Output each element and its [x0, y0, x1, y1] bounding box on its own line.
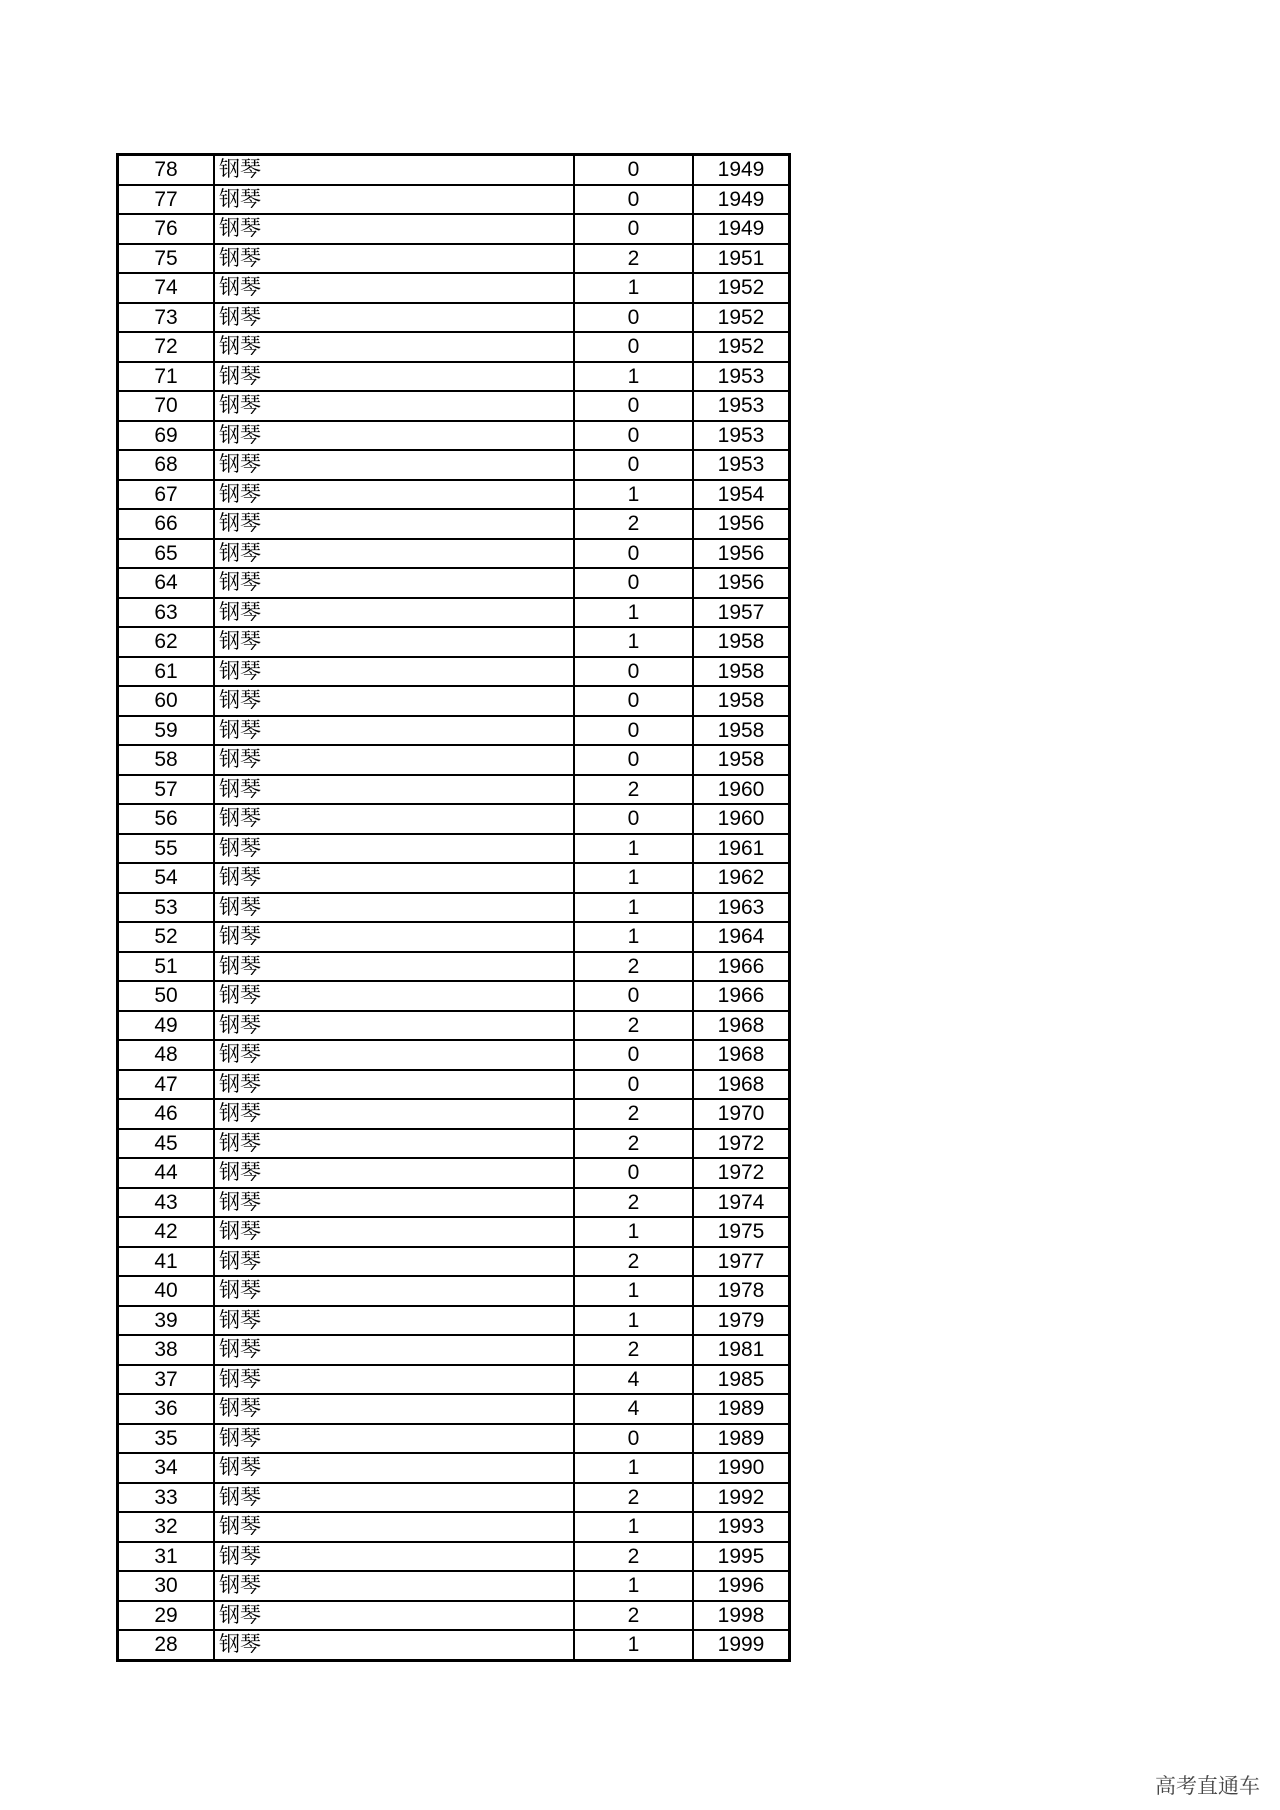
year-cell: 1989 [693, 1394, 790, 1424]
table-row [118, 332, 790, 362]
year-cell: 1970 [693, 1099, 790, 1129]
watermark: 高考直通车 [1155, 1774, 1260, 1798]
table-row [118, 657, 790, 687]
name-cell: 钢琴 [214, 273, 574, 303]
table-row [118, 362, 790, 392]
name-cell: 钢琴 [214, 539, 574, 569]
year-cell: 1958 [693, 657, 790, 687]
rank-cell: 66 [118, 509, 215, 539]
year-cell: 1956 [693, 568, 790, 598]
name-cell: 钢琴 [214, 480, 574, 510]
year-cell: 1952 [693, 303, 790, 333]
rank-cell: 77 [118, 185, 215, 215]
year-cell: 1977 [693, 1247, 790, 1277]
year-cell: 1960 [693, 804, 790, 834]
name-cell: 钢琴 [214, 1011, 574, 1041]
value-cell: 2 [574, 1335, 693, 1365]
year-cell: 1968 [693, 1070, 790, 1100]
name-cell: 钢琴 [214, 804, 574, 834]
value-cell: 1 [574, 1571, 693, 1601]
year-cell: 1963 [693, 893, 790, 923]
table-row [118, 1188, 790, 1218]
year-cell: 1968 [693, 1011, 790, 1041]
value-cell: 1 [574, 1512, 693, 1542]
table-row [118, 981, 790, 1011]
table-row [118, 303, 790, 333]
name-cell: 钢琴 [214, 745, 574, 775]
name-cell: 钢琴 [214, 362, 574, 392]
name-cell: 钢琴 [214, 1453, 574, 1483]
name-cell: 钢琴 [214, 1276, 574, 1306]
value-cell: 0 [574, 332, 693, 362]
name-cell: 钢琴 [214, 1512, 574, 1542]
year-cell: 1966 [693, 952, 790, 982]
name-cell: 钢琴 [214, 834, 574, 864]
rank-cell: 75 [118, 244, 215, 274]
year-cell: 1954 [693, 480, 790, 510]
year-cell: 1956 [693, 539, 790, 569]
value-cell: 2 [574, 775, 693, 805]
score-table-body [118, 155, 790, 1661]
rank-cell: 71 [118, 362, 215, 392]
name-cell: 钢琴 [214, 952, 574, 982]
rank-cell: 60 [118, 686, 215, 716]
rank-cell: 44 [118, 1158, 215, 1188]
rank-cell: 69 [118, 421, 215, 451]
rank-cell: 64 [118, 568, 215, 598]
name-cell: 钢琴 [214, 1542, 574, 1572]
rank-cell: 63 [118, 598, 215, 628]
table-row [118, 155, 790, 185]
name-cell: 钢琴 [214, 922, 574, 952]
rank-cell: 53 [118, 893, 215, 923]
value-cell: 2 [574, 1011, 693, 1041]
table-row [118, 1011, 790, 1041]
year-cell: 1979 [693, 1306, 790, 1336]
value-cell: 1 [574, 362, 693, 392]
value-cell: 0 [574, 155, 693, 185]
table-row [118, 1217, 790, 1247]
name-cell: 钢琴 [214, 214, 574, 244]
rank-cell: 56 [118, 804, 215, 834]
value-cell: 2 [574, 1483, 693, 1513]
name-cell: 钢琴 [214, 657, 574, 687]
year-cell: 1981 [693, 1335, 790, 1365]
table-row [118, 1542, 790, 1572]
name-cell: 钢琴 [214, 450, 574, 480]
name-cell: 钢琴 [214, 568, 574, 598]
table-row [118, 1424, 790, 1454]
name-cell: 钢琴 [214, 421, 574, 451]
year-cell: 1958 [693, 627, 790, 657]
table-row [118, 716, 790, 746]
rank-cell: 51 [118, 952, 215, 982]
rank-cell: 68 [118, 450, 215, 480]
value-cell: 0 [574, 657, 693, 687]
table-row [118, 1158, 790, 1188]
value-cell: 2 [574, 1247, 693, 1277]
year-cell: 1996 [693, 1571, 790, 1601]
table-row [118, 1630, 790, 1660]
rank-cell: 40 [118, 1276, 215, 1306]
value-cell: 2 [574, 952, 693, 982]
rank-cell: 55 [118, 834, 215, 864]
name-cell: 钢琴 [214, 1394, 574, 1424]
year-cell: 1951 [693, 244, 790, 274]
table-row [118, 1070, 790, 1100]
value-cell: 0 [574, 185, 693, 215]
name-cell: 钢琴 [214, 716, 574, 746]
table-row [118, 1394, 790, 1424]
table-row [118, 952, 790, 982]
table-row [118, 185, 790, 215]
value-cell: 0 [574, 981, 693, 1011]
year-cell: 1993 [693, 1512, 790, 1542]
year-cell: 1974 [693, 1188, 790, 1218]
year-cell: 1992 [693, 1483, 790, 1513]
year-cell: 1958 [693, 716, 790, 746]
year-cell: 1952 [693, 332, 790, 362]
year-cell: 1978 [693, 1276, 790, 1306]
table-row [118, 1306, 790, 1336]
table-row [118, 1512, 790, 1542]
name-cell: 钢琴 [214, 1188, 574, 1218]
name-cell: 钢琴 [214, 1306, 574, 1336]
value-cell: 2 [574, 1099, 693, 1129]
value-cell: 0 [574, 1424, 693, 1454]
value-cell: 1 [574, 1276, 693, 1306]
rank-cell: 43 [118, 1188, 215, 1218]
year-cell: 1989 [693, 1424, 790, 1454]
table-row [118, 1099, 790, 1129]
year-cell: 1961 [693, 834, 790, 864]
year-cell: 1964 [693, 922, 790, 952]
year-cell: 1957 [693, 598, 790, 628]
name-cell: 钢琴 [214, 391, 574, 421]
name-cell: 钢琴 [214, 598, 574, 628]
name-cell: 钢琴 [214, 775, 574, 805]
table-row [118, 627, 790, 657]
table-row [118, 1365, 790, 1395]
name-cell: 钢琴 [214, 1040, 574, 1070]
value-cell: 0 [574, 568, 693, 598]
value-cell: 1 [574, 1453, 693, 1483]
table-row [118, 1247, 790, 1277]
year-cell: 1999 [693, 1630, 790, 1660]
rank-cell: 74 [118, 273, 215, 303]
name-cell: 钢琴 [214, 1424, 574, 1454]
year-cell: 1953 [693, 421, 790, 451]
name-cell: 钢琴 [214, 1335, 574, 1365]
rank-cell: 73 [118, 303, 215, 333]
rank-cell: 35 [118, 1424, 215, 1454]
name-cell: 钢琴 [214, 627, 574, 657]
name-cell: 钢琴 [214, 1070, 574, 1100]
table-row [118, 480, 790, 510]
rank-cell: 37 [118, 1365, 215, 1395]
value-cell: 1 [574, 627, 693, 657]
value-cell: 0 [574, 1040, 693, 1070]
rank-cell: 57 [118, 775, 215, 805]
year-cell: 1953 [693, 391, 790, 421]
value-cell: 2 [574, 1601, 693, 1631]
name-cell: 钢琴 [214, 1365, 574, 1395]
year-cell: 1956 [693, 509, 790, 539]
year-cell: 1975 [693, 1217, 790, 1247]
value-cell: 0 [574, 421, 693, 451]
rank-cell: 54 [118, 863, 215, 893]
name-cell: 钢琴 [214, 1247, 574, 1277]
value-cell: 0 [574, 391, 693, 421]
rank-cell: 61 [118, 657, 215, 687]
table-row [118, 745, 790, 775]
year-cell: 1949 [693, 214, 790, 244]
year-cell: 1995 [693, 1542, 790, 1572]
table-row [118, 568, 790, 598]
year-cell: 1953 [693, 450, 790, 480]
name-cell: 钢琴 [214, 1099, 574, 1129]
rank-cell: 48 [118, 1040, 215, 1070]
table-row [118, 1453, 790, 1483]
rank-cell: 58 [118, 745, 215, 775]
value-cell: 0 [574, 539, 693, 569]
rank-cell: 67 [118, 480, 215, 510]
year-cell: 1998 [693, 1601, 790, 1631]
table-row [118, 1129, 790, 1159]
value-cell: 1 [574, 598, 693, 628]
rank-cell: 62 [118, 627, 215, 657]
name-cell: 钢琴 [214, 1217, 574, 1247]
table-row [118, 1335, 790, 1365]
table-row [118, 509, 790, 539]
year-cell: 1966 [693, 981, 790, 1011]
year-cell: 1968 [693, 1040, 790, 1070]
table-row [118, 1571, 790, 1601]
value-cell: 0 [574, 303, 693, 333]
rank-cell: 59 [118, 716, 215, 746]
table-row [118, 421, 790, 451]
rank-cell: 49 [118, 1011, 215, 1041]
name-cell: 钢琴 [214, 1129, 574, 1159]
name-cell: 钢琴 [214, 1630, 574, 1660]
table-row [118, 1276, 790, 1306]
score-table [116, 153, 791, 1662]
value-cell: 0 [574, 686, 693, 716]
rank-cell: 39 [118, 1306, 215, 1336]
value-cell: 0 [574, 716, 693, 746]
year-cell: 1972 [693, 1129, 790, 1159]
rank-cell: 36 [118, 1394, 215, 1424]
value-cell: 1 [574, 1306, 693, 1336]
name-cell: 钢琴 [214, 1483, 574, 1513]
value-cell: 0 [574, 214, 693, 244]
value-cell: 1 [574, 893, 693, 923]
rank-cell: 33 [118, 1483, 215, 1513]
name-cell: 钢琴 [214, 155, 574, 185]
year-cell: 1949 [693, 185, 790, 215]
table-row [118, 834, 790, 864]
table-row [118, 391, 790, 421]
name-cell: 钢琴 [214, 1601, 574, 1631]
year-cell: 1949 [717, 158, 765, 182]
rank-cell: 30 [118, 1571, 215, 1601]
year-cell: 1990 [693, 1453, 790, 1483]
table-row [118, 1040, 790, 1070]
table-row [118, 1601, 790, 1631]
name-cell: 钢琴 [214, 332, 574, 362]
value-cell: 1 [574, 1217, 693, 1247]
year-cell: 1962 [693, 863, 790, 893]
name-cell: 钢琴 [214, 244, 574, 274]
rank-cell: 52 [118, 922, 215, 952]
value-cell: 0 [574, 450, 693, 480]
name-cell: 钢琴 [214, 303, 574, 333]
name-cell: 钢琴 [214, 981, 574, 1011]
value-cell: 1 [574, 273, 693, 303]
value-cell: 0 [574, 745, 693, 775]
value-cell: 1 [574, 834, 693, 864]
rank-cell: 70 [118, 391, 215, 421]
name-cell: 钢琴 [214, 893, 574, 923]
name-cell: 钢琴 [214, 863, 574, 893]
table-row [118, 863, 790, 893]
rank-cell: 46 [118, 1099, 215, 1129]
rank-cell: 41 [118, 1247, 215, 1277]
year-cell: 1953 [693, 362, 790, 392]
value-cell: 4 [574, 1365, 693, 1395]
rank-cell: 28 [118, 1630, 215, 1660]
name-cell: 钢琴 [214, 185, 574, 215]
rank-cell: 32 [118, 1512, 215, 1542]
value-cell: 1 [574, 1630, 693, 1660]
rank-cell: 78 [118, 155, 215, 185]
value-cell: 4 [574, 1394, 693, 1424]
value-cell: 2 [574, 1542, 693, 1572]
rank-cell: 42 [118, 1217, 215, 1247]
year-cell: 1952 [693, 273, 790, 303]
table-row [118, 922, 790, 952]
year-cell: 1960 [693, 775, 790, 805]
table-row [118, 244, 790, 274]
rank-cell: 47 [118, 1070, 215, 1100]
table-row [118, 775, 790, 805]
value-cell: 1 [574, 480, 693, 510]
rank-cell: 45 [118, 1129, 215, 1159]
table-row [118, 450, 790, 480]
rank-cell: 34 [118, 1453, 215, 1483]
value-cell: 0 [574, 1158, 693, 1188]
year-cell: 1958 [693, 686, 790, 716]
name-cell: 钢琴 [214, 509, 574, 539]
rank-cell: 50 [118, 981, 215, 1011]
value-cell: 0 [574, 804, 693, 834]
table-row [118, 686, 790, 716]
table-row [118, 804, 790, 834]
year-cell: 1972 [693, 1158, 790, 1188]
name-cell: 钢琴 [214, 1571, 574, 1601]
name-cell: 钢琴 [214, 1158, 574, 1188]
table-row [118, 893, 790, 923]
value-cell: 2 [574, 1129, 693, 1159]
value-cell: 2 [574, 244, 693, 274]
table-row [118, 214, 790, 244]
value-cell: 2 [574, 509, 693, 539]
value-cell: 0 [574, 1070, 693, 1100]
name-cell: 钢琴 [214, 686, 574, 716]
table-row [118, 539, 790, 569]
rank-cell: 29 [118, 1601, 215, 1631]
rank-cell: 38 [118, 1335, 215, 1365]
rank-cell: 65 [118, 539, 215, 569]
rank-cell: 72 [118, 332, 215, 362]
year-cell: 1985 [693, 1365, 790, 1395]
value-cell: 1 [574, 863, 693, 893]
table-row [118, 273, 790, 303]
table-row [118, 1483, 790, 1513]
year-cell: 1958 [693, 745, 790, 775]
table-row [118, 598, 790, 628]
value-cell: 2 [574, 1188, 693, 1218]
value-cell: 1 [574, 922, 693, 952]
rank-cell: 76 [118, 214, 215, 244]
rank-cell: 31 [118, 1542, 215, 1572]
